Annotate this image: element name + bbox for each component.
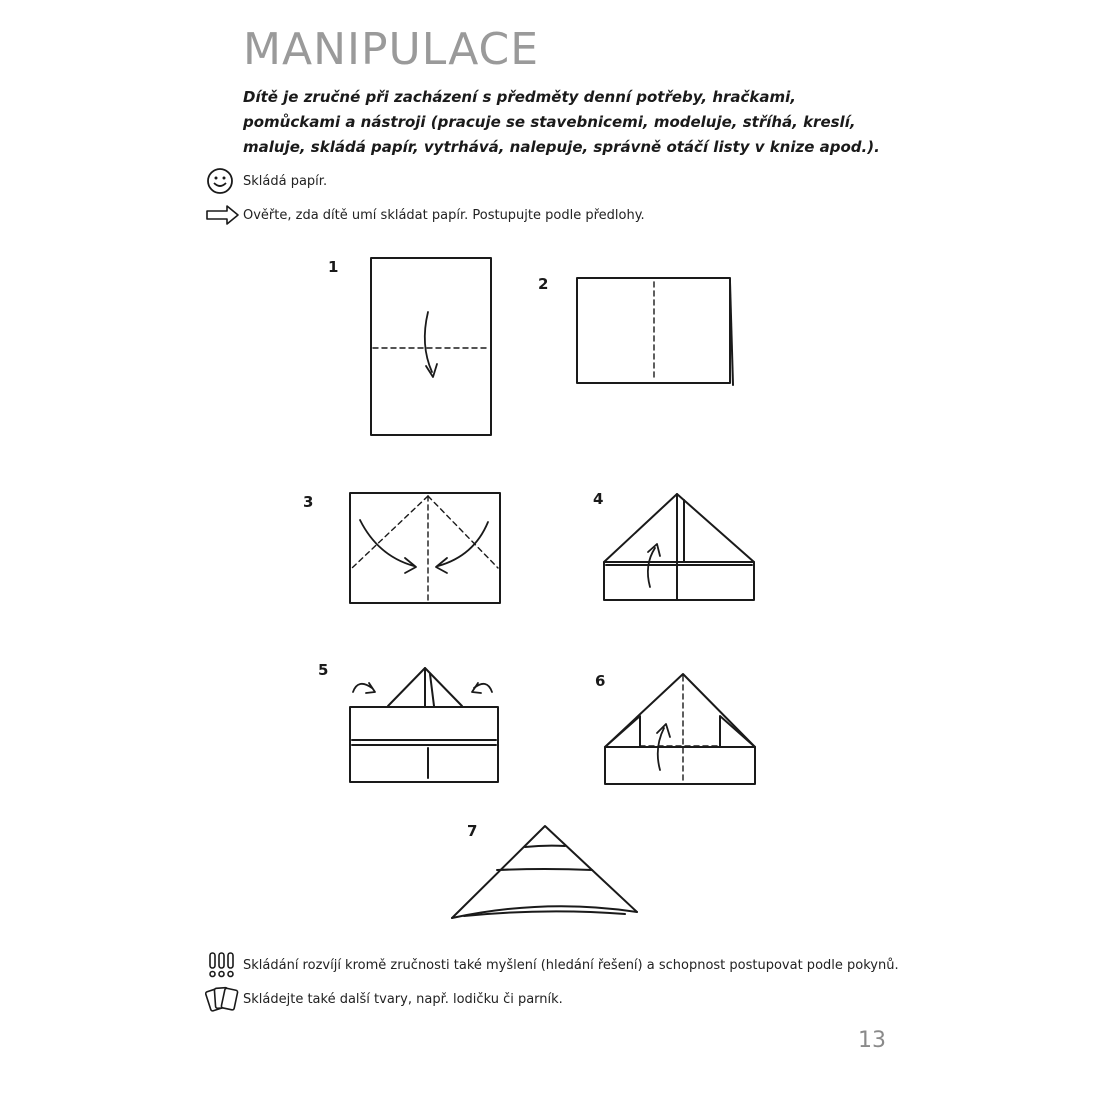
important-note-text: Skládání rozvíjí kromě zručnosti také myšlení (hledání řešení) a schopnost postupovat podle pokynů.	[243, 957, 899, 973]
exclamation-icon	[205, 950, 241, 980]
step-3-diagram	[350, 493, 500, 603]
step-number: 6	[595, 672, 606, 690]
step-2-diagram	[577, 278, 733, 385]
step-1-diagram	[371, 258, 491, 435]
step-number: 3	[303, 493, 314, 511]
page-number: 13	[858, 1028, 886, 1053]
step-4-diagram	[604, 494, 754, 600]
intro-paragraph: Dítě je zručné při zacházení s předměty denní potřeby, hračkami, pomůckami a nástroji (pracuje se stavebnicemi, modeluje, stříhá, kreslí, maluje, skládá papír, vytrhává, nalepuje, správně otáčí listy v knize apod.).	[243, 88, 880, 156]
page-title: MANIPULACE	[243, 24, 540, 75]
important-note-row	[205, 950, 899, 980]
step-number: 4	[593, 490, 604, 508]
cards-note-text: Skládejte také další tvary, např. lodičku či parník.	[243, 991, 563, 1007]
cards-note-row	[205, 984, 563, 1014]
step-7-diagram	[452, 826, 637, 918]
skill-text: Skládá papír.	[243, 173, 328, 189]
step-number: 5	[318, 661, 329, 679]
cards-icon	[205, 984, 241, 1014]
step-6-diagram	[605, 674, 755, 784]
check-text: Ověřte, zda dítě umí skládat papír. Postupujte podle předlohy.	[243, 207, 645, 223]
step-number: 1	[328, 258, 339, 276]
step-5-diagram	[350, 668, 498, 782]
step-number: 2	[538, 275, 549, 293]
step-number: 7	[467, 822, 478, 840]
